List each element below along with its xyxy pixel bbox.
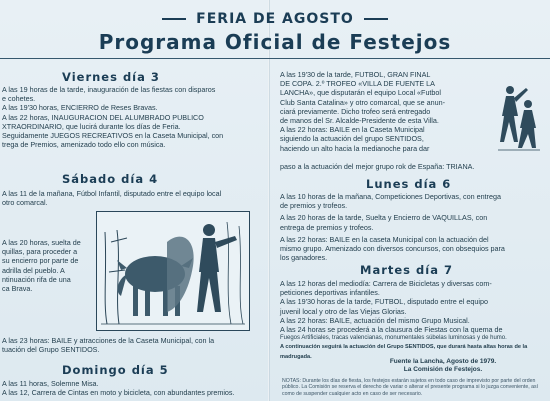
text-line: LANCHA», que disputarán el equipo Local «Futbol (280, 88, 442, 98)
sabado-side-block (2, 238, 94, 293)
text-line: haciendo un alto hacia la medianoche para dar (280, 143, 430, 153)
signature-date: Fuente la Lancha, Agosto de 1979. (389, 358, 497, 365)
domingo-heading: Domingo día 5 (62, 363, 169, 377)
text-line: de manos del Sr. Alcalde-Presidente de esta Villa. (280, 116, 439, 126)
feria-title (0, 11, 550, 27)
sabado-block (2, 189, 264, 207)
lunes-block (280, 192, 548, 262)
text-line: siguiendo la actuación del grupo SENTIDOS, (280, 134, 424, 144)
programa-title: Programa Oficial de Festejos (98, 30, 452, 54)
text-line: A las 24 horas se procederá a la clausura de Fiestas con la quema de (280, 325, 503, 335)
text-line: juvenil local y otro de las Viejas Glorias. (280, 306, 407, 316)
text-line: A las 19'30 horas, ENCIERRO de Reses Bravas. (2, 103, 158, 113)
text-line: A las 22 horas: BAILE en la caseta Municipal con la actuación del (280, 234, 489, 244)
text-line: de premios y trofeos. (280, 201, 348, 211)
title-dash-left (162, 18, 186, 20)
text-line: e cohetes. (2, 94, 36, 104)
text-line: A continuación seguirá la actuación del Grupo SENTIDOS, que durará hasta altas horas de la madrugada. (280, 344, 528, 360)
lunes-heading: Lunes día 6 (366, 177, 452, 191)
text-line: Fuegos Artificiales, tracas valencianas, monumentales súbelas luminosas y de humo. (280, 335, 507, 342)
text-line: ntinuación rifa de una (2, 274, 71, 284)
notes-text: NOTAS: Durante los días de fiesta, los festejos estarán sujetos en todo caso de imprevisto por parte del orden público. La Comisión se reserva el derecho de variar o alterar el presente programa si lo juzga conveniente, así como de suspender cualquier acto en caso de ser necesario. (282, 378, 539, 397)
text-line: Club Santa Catalina» y otro comarcal, que se anun- (280, 97, 446, 107)
feria-text: FERIA DE AGOSTO (196, 11, 354, 27)
text-line: los ganadores. (280, 253, 328, 263)
dancers-illustration (496, 82, 542, 154)
text-line: A las 22 horas: BAILE, actuación del mismo Grupo Musical. (280, 315, 470, 325)
bullfighter-drawing (97, 212, 249, 330)
text-line: A las 11 horas, Solemne Misa. (2, 379, 99, 388)
text-line: A las 22 horas, INAUGURACION DEL ALUMBRADO PUBLICO (2, 112, 204, 122)
text-line: DE COPA. 2.º TROFEO «VILLA DE FUENTE LA (280, 79, 435, 89)
viernes-heading: Viernes día 3 (62, 70, 160, 84)
triana-line: paso a la actuación del mejor grupo rok de España: TRIANA. (280, 162, 475, 171)
text-line: quillas, para proceder a (2, 247, 78, 257)
text-line: A las 20 horas, suelta de (2, 238, 81, 247)
martes-heading: Martes día 7 (360, 263, 453, 277)
text-line: tuación del Grupo SENTIDOS. (2, 345, 100, 355)
text-line: A las 22 horas: BAILE en la Caseta Municipal (280, 125, 425, 135)
text-line: A las 12, Carrera de Cintas en moto y bicicleta, con abundantes premios. (2, 388, 235, 398)
text-line: A las 23 horas: BAILE y atracciones de la Caseta Municipal, con la (2, 336, 215, 345)
dancers-drawing (496, 82, 542, 154)
sabado-after-block (2, 336, 264, 354)
paper-fold (268, 0, 270, 401)
text-line: peticiones deportivas infantiles. (280, 288, 380, 298)
text-line: otro comarcal. (2, 198, 48, 208)
text-line: mismo grupo. Amenizado con diversos concursos, con obsequios para (280, 244, 505, 254)
header-rule (0, 58, 550, 59)
text-line: A las 11 de la mañana, Fútbol Infantil, disputado entre el equipo local (2, 189, 222, 198)
text-line: Seguidamente JUEGOS RECREATIVOS en la Caseta Municipal, con (2, 131, 224, 141)
signature-block (368, 358, 518, 374)
text-line: trega de Premios, amenizado todo ello con música. (2, 140, 166, 150)
text-line: A las 19'30 de la tarde, FUTBOL, GRAN FINAL (280, 70, 431, 79)
signature-comision: La Comisión de Festejos. (403, 366, 483, 373)
text-line: A las 10 horas de la mañana, Competiciones Deportivas, con entrega (280, 192, 501, 201)
text-line: A las 20 horas de la tarde, Suelta y Encierro de VAQUILLAS, con (280, 213, 488, 223)
text-line: adrilla del pueblo. A (2, 265, 65, 275)
domingo-block (2, 379, 264, 397)
final-copa-block (280, 70, 494, 153)
martes-block (280, 279, 548, 362)
text-line: A las 12 horas del mediodía: Carrera de Bicicletas y diversas com- (280, 279, 492, 288)
text-line: su encierro por parte de (2, 256, 79, 266)
text-line: XTRAORDINARIO, que lucirá durante los días de Feria. (2, 121, 181, 131)
text-line: ca Brava. (2, 284, 33, 294)
bullfighter-illustration (96, 211, 250, 331)
text-line: entrega de premios y trofeos. (280, 222, 374, 232)
title-dash-right (364, 18, 388, 20)
viernes-block (2, 85, 264, 149)
sabado-heading: Sábado día 4 (62, 172, 159, 186)
text-line: A las 19'30 horas de la tarde, FUTBOL, disputado entre el equipo (280, 297, 488, 307)
text-line: ciará previamente. Dicho trofeo será entregado (280, 106, 431, 116)
text-line: A las 19 horas de la tarde, inauguración de las fiestas con disparos (2, 85, 216, 94)
